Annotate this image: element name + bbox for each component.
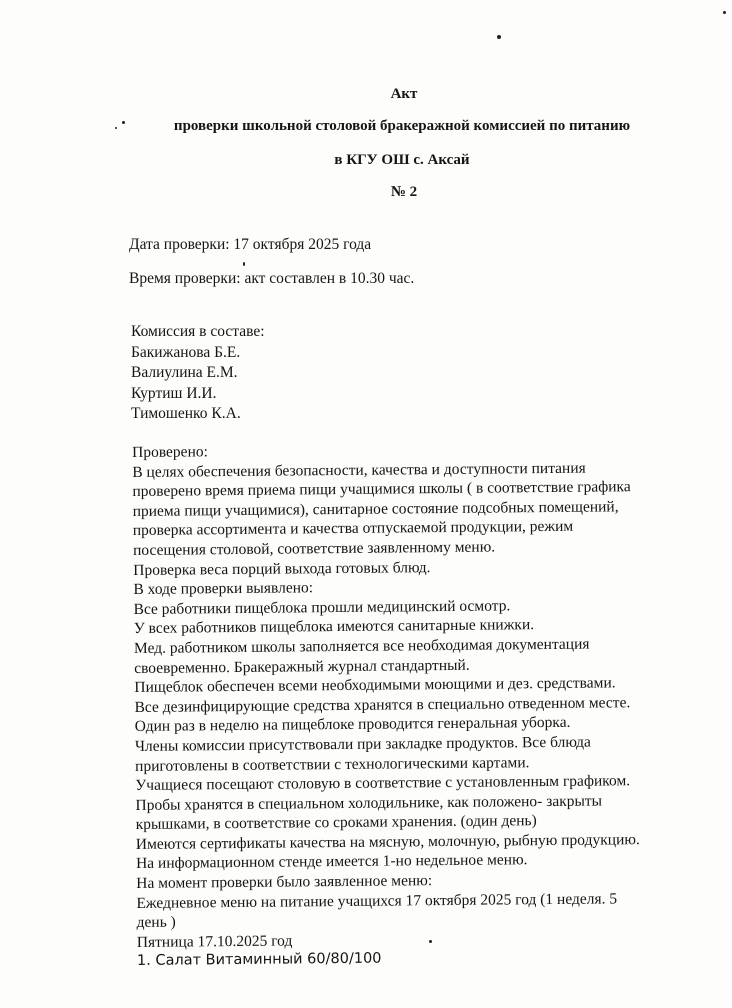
commission-block (131, 322, 265, 425)
commission-member: Валиулина Е.М. (131, 364, 238, 381)
findings-line: проверка ассортимента и качества отпускаемой продукции, режим (132, 518, 574, 540)
inspection-time: Время проверки: акт составлен в 10.30 час. (129, 270, 415, 287)
findings-line: Один раз в неделю на пищеблоке проводится генеральная уборка. (134, 714, 571, 736)
inspection-date: Дата проверки: 17 октября 2025 года (129, 236, 372, 253)
menu-item: 1. Салат Витаминный 60/80/100 (136, 951, 382, 970)
findings-line: посещения столовой, соответствие заявленному меню. (132, 538, 496, 559)
findings-line: У всех работников пищеблока имеются санитарные книжки. (133, 616, 535, 638)
scan-speck (115, 127, 117, 129)
act-subtitle-line-2: в КГУ ОШ с. Аксай (334, 152, 470, 168)
findings-line: В целях обеспечения безопасности, качества и доступности питания (132, 459, 586, 481)
act-subtitle-line-1: проверки школьной столовой бракеражной комиссией по питанию (173, 118, 631, 134)
findings-line: Пищеблок обеспечен всеми необходимыми моющими и дез. средствами. (134, 674, 616, 697)
act-number: № 2 (390, 184, 418, 200)
findings-line: крышками, в соответствие со сроками хранения. (один день) (135, 812, 537, 834)
findings-line: В ходе проверки выявлено: (133, 579, 314, 599)
findings-line: Проверка веса порций выхода готовых блюд. (133, 558, 431, 579)
findings-line: На момент проверки было заявленное меню: (136, 872, 433, 893)
inspection-findings (132, 438, 697, 972)
scan-speck (243, 262, 245, 266)
findings-line: Имеются сертификаты качества на мясную, молочную, рыбную продукцию. (135, 831, 640, 853)
findings-line: приема пищи учащимися), санитарное состояние подсобных помещений, (132, 498, 619, 520)
findings-line: Члены комиссии присутствовали при закладке продуктов. Все блюда (134, 733, 591, 755)
commission-member: Куртиш И.И. (131, 384, 217, 402)
findings-line: проверено время приема пищи учащимися школы ( в соответствие графика (132, 478, 631, 501)
act-title: Акт (390, 86, 418, 102)
commission-member: Бакижанова Б.Е. (131, 343, 241, 361)
findings-line: Проверено: (132, 443, 208, 461)
findings-line: день ) (136, 913, 176, 932)
findings-line: Пятница 17.10.2025 год (136, 932, 293, 951)
findings-line: Ежедневное меню на питание учащихся 17 октября 2025 год (1 неделя. 5 (136, 890, 618, 912)
commission-member: Тимошенко К.А. (131, 405, 241, 422)
scan-speck (723, 11, 726, 14)
findings-line: своевременно. Бракеражный журнал стандартный. (134, 656, 470, 677)
scan-speck (497, 35, 501, 39)
scan-speck (429, 940, 432, 943)
findings-line: Учащиеся посещают столовую в соответствие с установленным графиком. (135, 772, 631, 795)
findings-line: Мед. работником школы заполняется все необходимая документация (133, 635, 590, 657)
findings-line: Все работники пищеблока прошли медицинский осмотр. (133, 597, 511, 618)
scan-speck (122, 121, 125, 124)
findings-line: Все дезинфицирующие средства хранятся в специально отведенном месте. (134, 693, 631, 716)
findings-line: Пробы хранятся в специальном холодильнике, как положено- закрыты (135, 792, 603, 814)
findings-line: приготовлены в соответствии с технологическими картами. (135, 753, 530, 775)
findings-line: На информационном стенде имеется 1-но недельное меню. (135, 851, 528, 873)
commission-heading: Комиссия в составе: (131, 323, 265, 340)
